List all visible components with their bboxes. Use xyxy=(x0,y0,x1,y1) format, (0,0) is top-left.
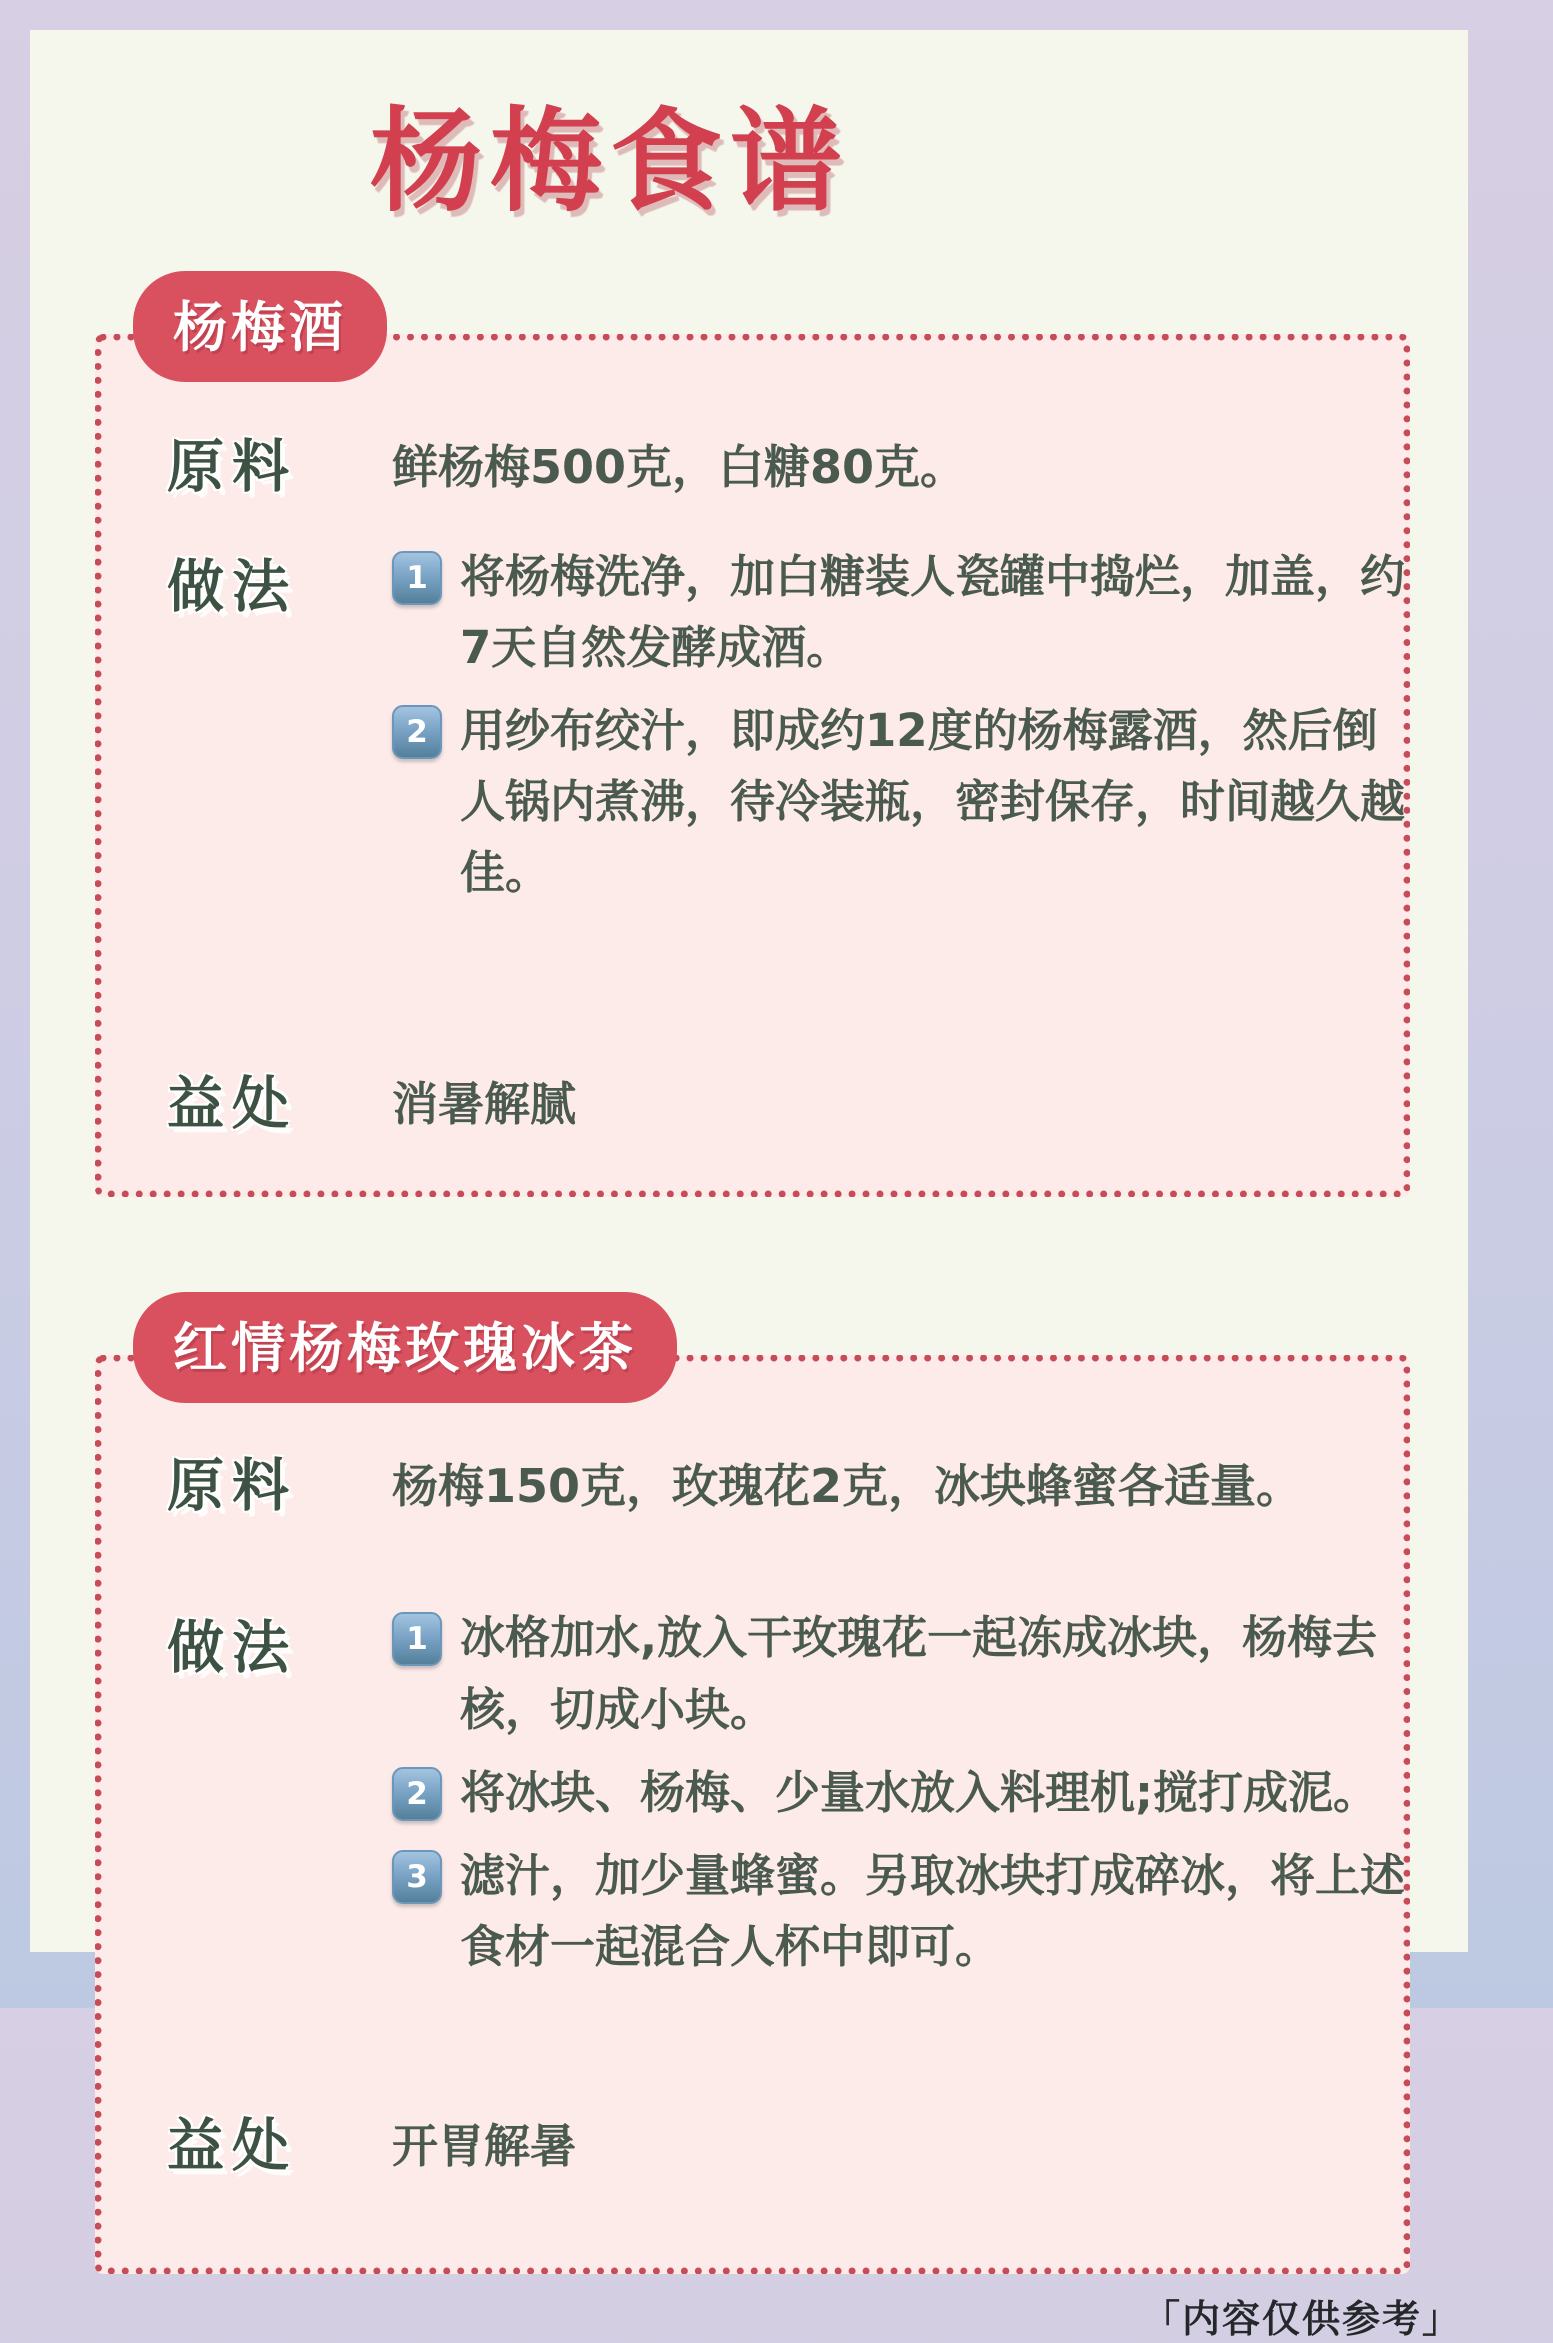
step-text: 将冰块、杨梅、少量水放入料理机;搅打成泥。 xyxy=(460,1765,1378,1819)
method-steps xyxy=(392,1602,1405,1981)
method-row xyxy=(167,541,1406,908)
method-label: 做法 xyxy=(167,554,297,620)
ingredients-label: 原料 xyxy=(167,1453,297,1520)
recipe-card xyxy=(30,30,1468,2341)
step-number-badge: 3 xyxy=(392,1850,442,1904)
step-number-badge: 1 xyxy=(392,1612,442,1666)
method-step xyxy=(392,695,1405,908)
ingredients-label: 原料 xyxy=(167,434,297,500)
ingredients-row xyxy=(167,421,1365,503)
ingredients-row xyxy=(167,1440,1365,1522)
benefit-row xyxy=(167,2100,1365,2182)
benefit-label: 益处 xyxy=(167,2112,297,2179)
ingredients-text: 杨梅150克，玫瑰花2克，冰块蜂蜜各适量。 xyxy=(392,1459,1303,1514)
recipe-box xyxy=(95,334,1410,1197)
method-row xyxy=(167,1602,1406,1981)
recipe-title-badge: 杨梅酒 xyxy=(133,271,387,382)
method-step xyxy=(392,1840,1405,1982)
method-steps xyxy=(392,541,1405,908)
method-step xyxy=(392,1602,1405,1744)
step-number-badge: 1 xyxy=(392,551,442,605)
step-number-badge: 2 xyxy=(392,705,442,759)
ingredients-text: 鲜杨梅500克，白糖80克。 xyxy=(392,440,967,494)
disclaimer-note: 「内容仅供参考」 xyxy=(1141,2296,1462,2341)
page-title: 杨梅食谱 xyxy=(370,97,850,227)
recipe-section-bayberry-rose-ice-tea xyxy=(95,1292,1410,2273)
recipe-title-badge: 红情杨梅玫瑰冰茶 xyxy=(133,1292,677,1403)
step-text: 用纱布绞汁，即成约12度的杨梅露酒，然后倒人锅内煮沸，待冷装瓶，密封保存，时间越久越佳。 xyxy=(460,704,1406,900)
recipe-box xyxy=(95,1355,1410,2273)
method-step xyxy=(392,1757,1405,1828)
method-label: 做法 xyxy=(167,1615,297,1682)
benefit-row xyxy=(167,1058,1365,1140)
step-text: 冰格加水,放入干玫瑰花一起冻成冰块，杨梅去核，切成小块。 xyxy=(460,1611,1378,1736)
recipe-section-bayberry-wine xyxy=(95,271,1410,1197)
step-text: 将杨梅洗净，加白糖装人瓷罐中捣烂，加盖，约7天自然发酵成酒。 xyxy=(460,550,1406,675)
step-text: 滤汁，加少量蜂蜜。另取冰块打成碎冰，将上述食材一起混合人杯中即可。 xyxy=(460,1848,1406,1973)
benefit-text: 消暑解腻 xyxy=(392,1077,576,1132)
benefit-label: 益处 xyxy=(167,1071,297,1138)
step-number-badge: 2 xyxy=(392,1767,442,1821)
method-step xyxy=(392,541,1405,683)
benefit-text: 开胃解暑 xyxy=(392,2118,576,2173)
